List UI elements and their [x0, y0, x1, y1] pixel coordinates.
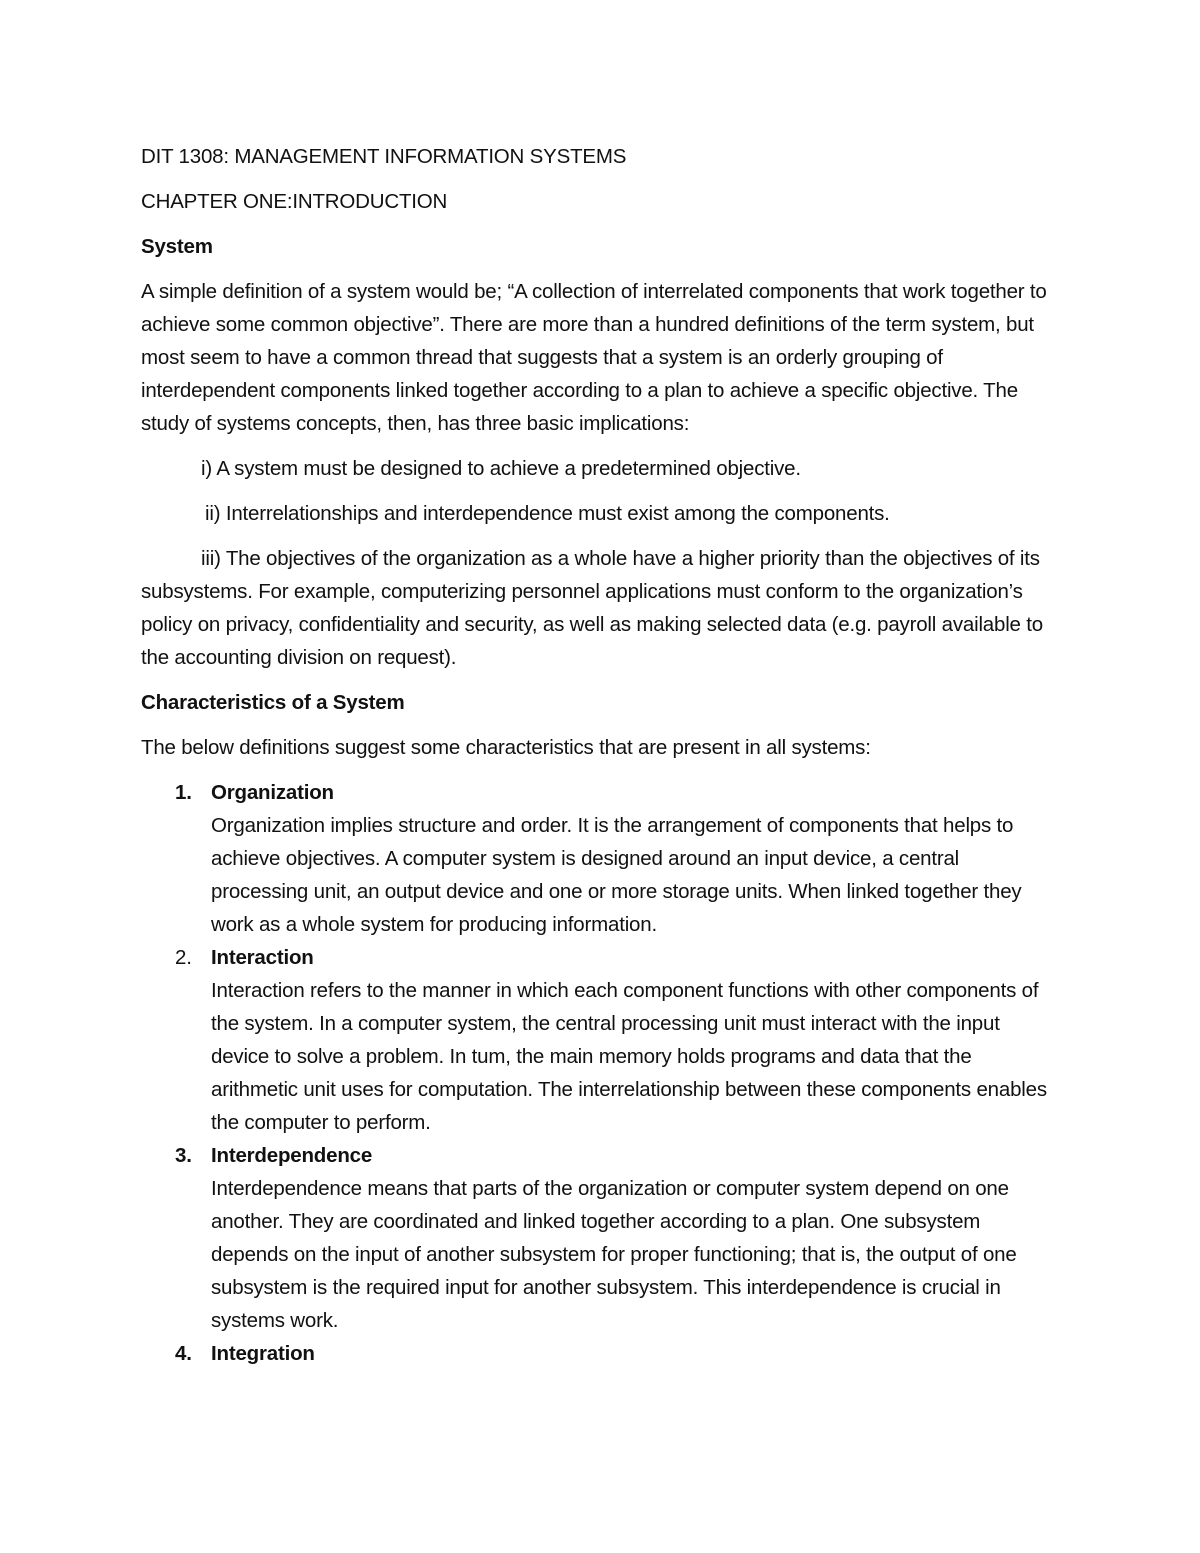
- implication-1: i) A system must be designed to achieve a predetermined objective.: [201, 457, 801, 480]
- characteristic-item-integration: [141, 1337, 1061, 1370]
- characteristics-heading: Characteristics of a System: [141, 691, 405, 714]
- characteristics-intro: The below definitions suggest some characteristics that are present in all systems:: [141, 736, 871, 759]
- characteristics-list: [141, 776, 1061, 1370]
- list-number: 4.: [175, 1342, 192, 1365]
- list-number: 2.: [175, 946, 192, 969]
- characteristic-description: Interdependence means that parts of the organization or computer system depend on one another. They are coordinated and linked together according to a plan. One subsystem depends on the input of another subsystem for proper functioning; that is, the output of one subsystem is the required input for another subsystem. This interdependence is crucial in systems work.: [211, 1177, 1017, 1332]
- implication-3: iii) The objectives of the organization as a whole have a higher priority than the objectives of its subsystems. For example, computerizing personnel applications must conform to the organization’s policy on privacy, confidentiality and security, as well as making selected data (e.g. payroll available to the accounting division on request).: [141, 547, 1043, 669]
- chapter-title: CHAPTER ONE:INTRODUCTION: [141, 190, 448, 213]
- characteristic-title: Interdependence: [211, 1144, 373, 1167]
- characteristic-item-interdependence: [141, 1139, 1061, 1337]
- course-title: DIT 1308: MANAGEMENT INFORMATION SYSTEMS: [141, 145, 627, 168]
- characteristic-description: Interaction refers to the manner in which each component functions with other components of the system. In a computer system, the central processing unit must interact with the input device to solve a problem. In tum, the main memory holds programs and data that the arithmetic unit uses for computation. The interrelationship between these components enables the computer to perform.: [211, 979, 1047, 1134]
- system-definition-paragraph: A simple definition of a system would be; “A collection of interrelated components that work together to achieve some common objective”. There are more than a hundred definitions of the term system, but most seem to have a common thread that suggests that a system is an orderly grouping of interdependent components linked together according to a plan to achieve a specific objective. The study of systems concepts, then, has three basic implications:: [141, 280, 1047, 435]
- document-content: [141, 140, 1061, 1370]
- list-number: 3.: [175, 1144, 192, 1167]
- characteristic-title: Interaction: [211, 946, 314, 969]
- characteristic-title: Integration: [211, 1342, 315, 1365]
- list-number: 1.: [175, 781, 192, 804]
- characteristic-title: Organization: [211, 781, 334, 804]
- system-heading: System: [141, 235, 213, 258]
- characteristic-item-interaction: [141, 941, 1061, 1139]
- characteristic-item-organization: [141, 776, 1061, 941]
- characteristic-description: Organization implies structure and order. It is the arrangement of components that helps to achieve objectives. A computer system is designed around an input device, a central processing unit, an output device and one or more storage units. When linked together they work as a whole system for producing information.: [211, 814, 1022, 936]
- implication-2: ii) Interrelationships and interdependence must exist among the components.: [205, 502, 890, 525]
